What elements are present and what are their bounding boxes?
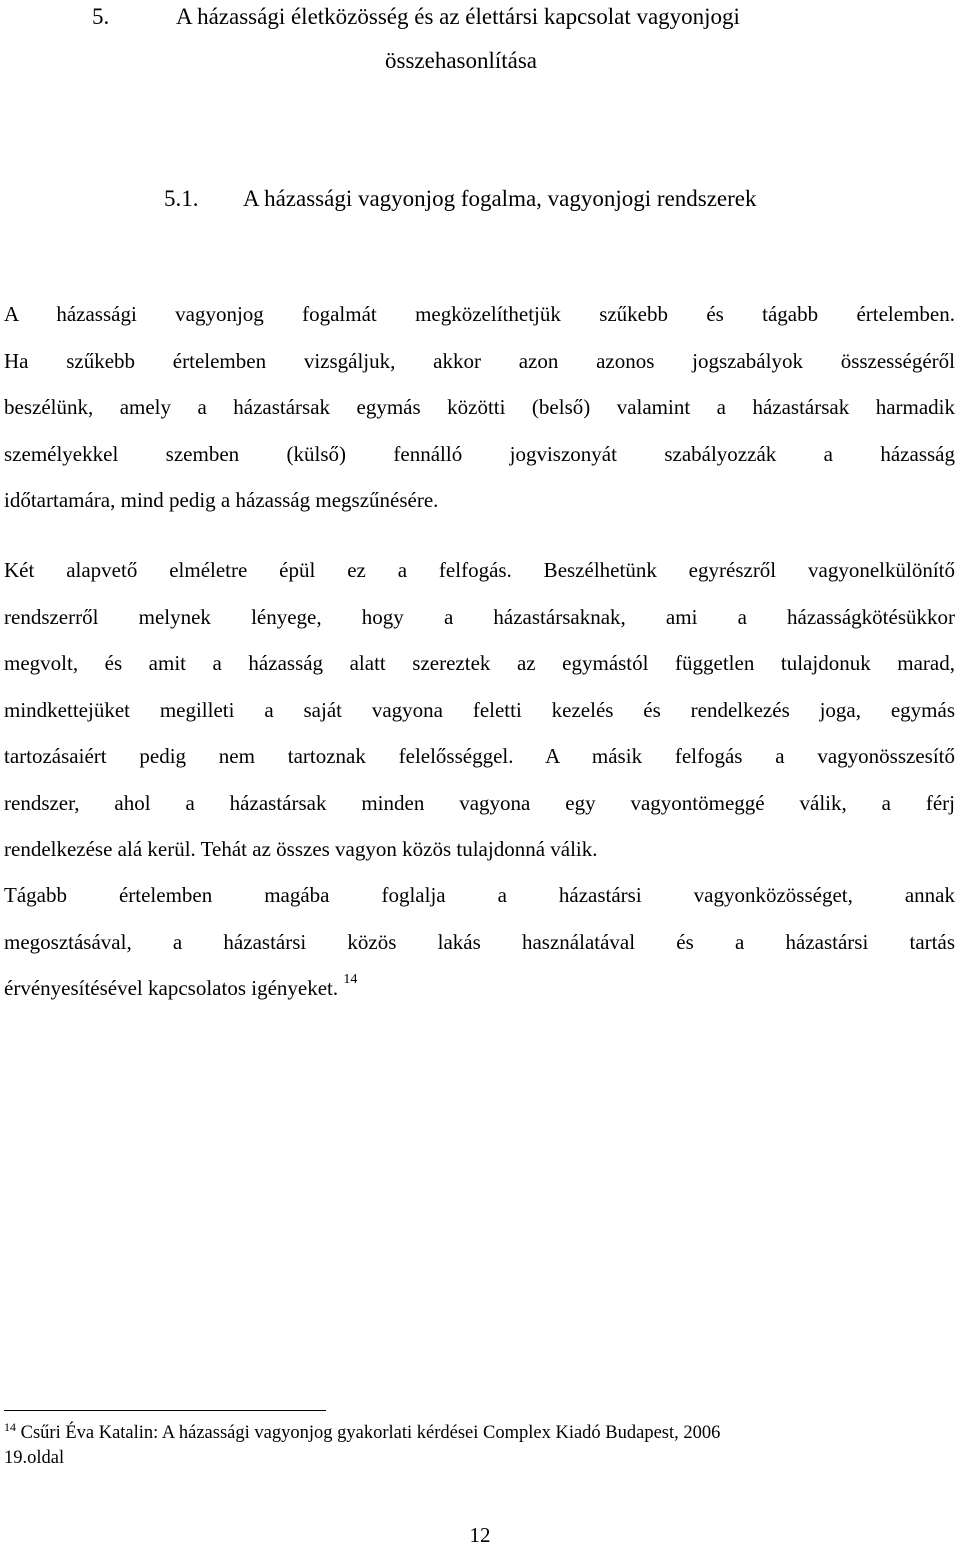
text-line: A házassági vagyonjog fogalmát megközelíthetjük szűkebb és tágabb értelemben. — [4, 302, 955, 326]
text-line: személyekkel szemben (külső) fennálló jogviszonyát szabályozzák a házasság — [4, 441, 955, 466]
footnote-text: Csűri Éva Katalin: A házassági vagyonjog gyakorlati kérdései Complex Kiadó Budapest, 2006 — [16, 1423, 721, 1443]
paragraph-broader-sense — [4, 872, 955, 1012]
text-line: Két alapvető elméletre épül ez a felfogás. Beszélhetünk egyrészről vagyonelkülönítő — [4, 558, 955, 582]
text-line: megosztásával, a házastársi közös lakás használatával és a házastársi tartás — [4, 929, 955, 954]
footnote — [4, 1421, 904, 1471]
text-line: tartozásaiért pedig nem tartoznak felelősséggel. A másik felfogás a vagyonösszesítő — [4, 744, 955, 768]
text-line: rendszerről melynek lényege, hogy a házastársaknak, ami a házasságkötésükkor — [4, 604, 955, 629]
footnote-line2: 19.oldal — [4, 1448, 65, 1468]
text-line: érvényesítésével kapcsolatos igényeket. — [4, 976, 339, 1000]
footnote-line1 — [4, 1421, 904, 1446]
text-line: megvolt, és amit a házasság alatt szereztek az egymástól független tulajdonuk marad, — [4, 651, 955, 675]
paragraph-definition — [4, 291, 955, 524]
chapter-title-line2: összehasonlítása — [385, 48, 538, 73]
text-line: beszélünk, amely a házastársak egymás közötti (belső) valamint a házastársak harmadik — [4, 395, 955, 419]
page-number: 12 — [469, 1523, 491, 1547]
text-line-with-footnote — [4, 965, 955, 1012]
text-line: időtartamára, mind pedig a házasság megszűnésére. — [4, 488, 439, 512]
section-number: 5.1. — [164, 186, 199, 211]
text-line: mindkettejüket megilleti a saját vagyona feletti kezelés és rendelkezés joga, egymás — [4, 697, 955, 722]
text-line: Ha szűkebb értelemben vizsgáljuk, akkor azon azonos jogszabályok összességéről — [4, 348, 955, 373]
paragraph-theories — [4, 547, 955, 873]
footnote-reference: 14 — [343, 972, 358, 987]
chapter-number: 5. — [92, 4, 110, 29]
chapter-title-line1: A házassági életközösség és az élettársi kapcsolat vagyonjogi — [176, 4, 740, 29]
footnote-separator — [4, 1410, 326, 1411]
text-line: rendelkezése alá kerül. Tehát az összes vagyon közös tulajdonná válik. — [4, 837, 598, 861]
text-line: Tágabb értelemben magába foglalja a házastársi vagyonközösséget, annak — [4, 883, 955, 907]
footnote-marker: 14 — [4, 1420, 16, 1434]
section-title: A házassági vagyonjog fogalma, vagyonjogi rendszerek — [243, 186, 757, 211]
text-line: rendszer, ahol a házastársak minden vagyona egy vagyontömeggé válik, a férj — [4, 790, 955, 815]
